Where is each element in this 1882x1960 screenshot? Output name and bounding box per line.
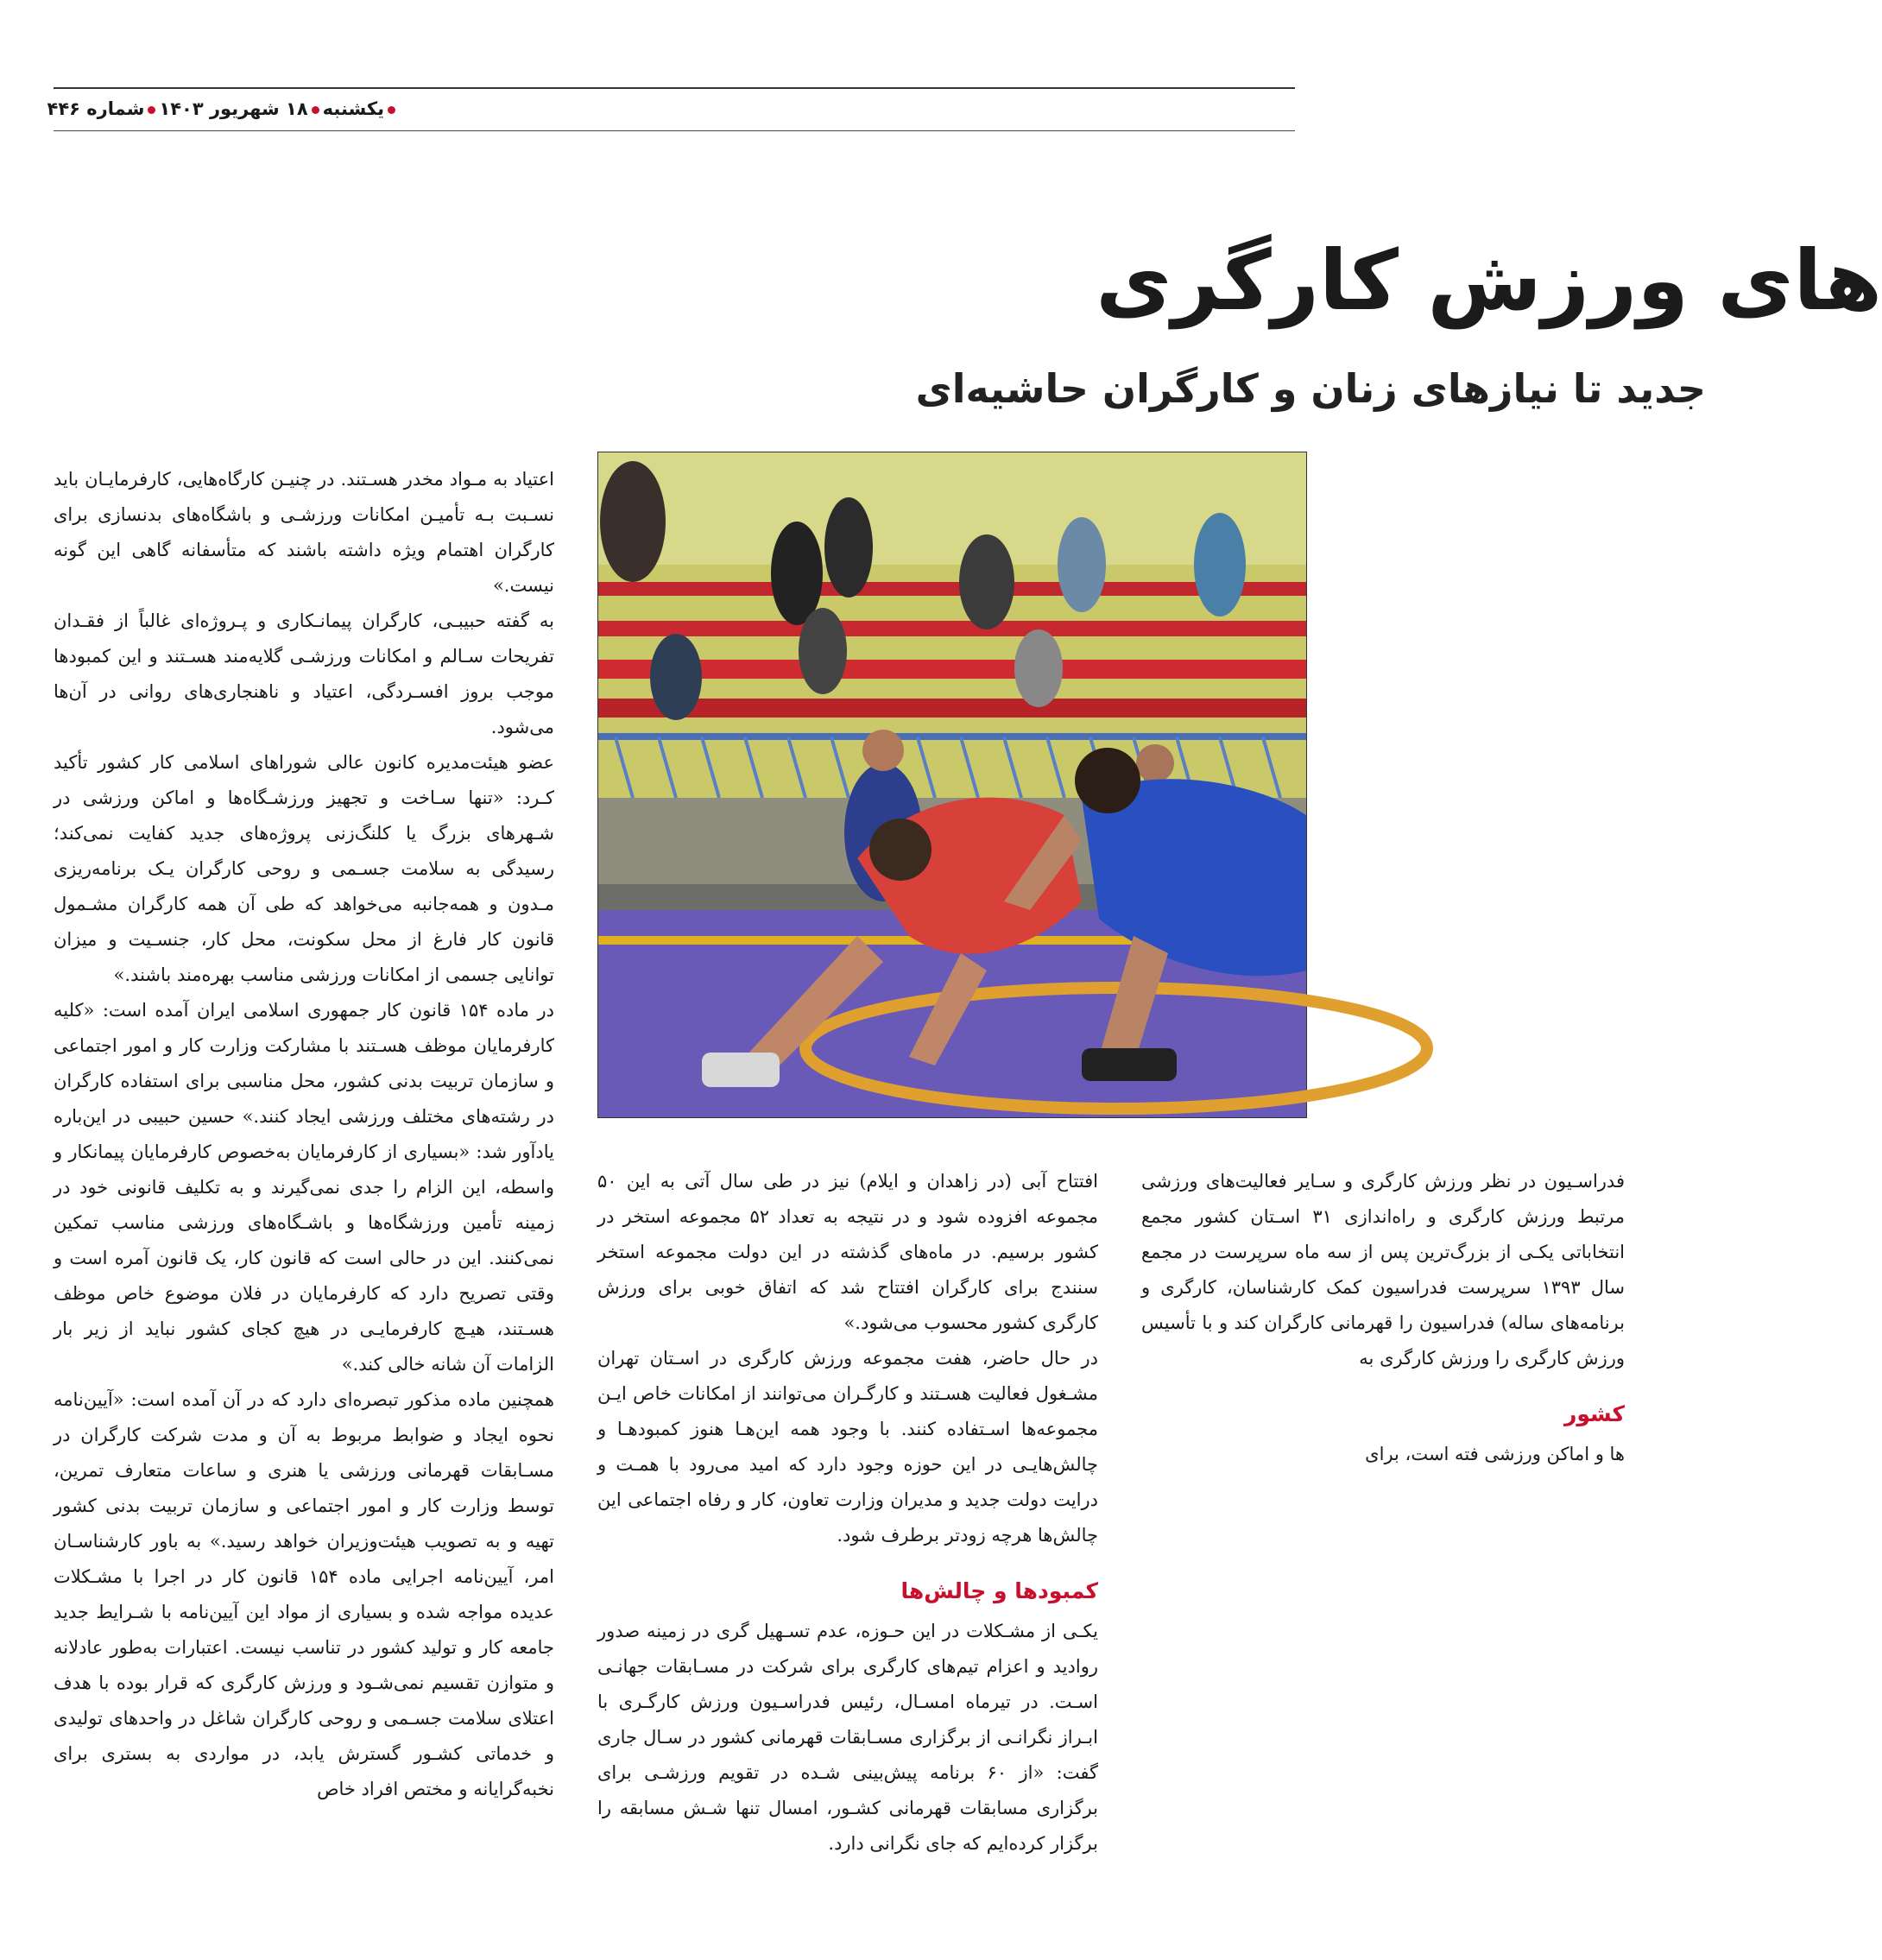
column-middle bbox=[597, 1164, 1098, 1960]
header-rule-top bbox=[54, 87, 1295, 89]
section-title: کشور bbox=[1563, 1401, 1625, 1426]
paragraph: اعتیاد به مـواد مخدر هسـتند. در چنیـن کارگاه‌هایی، کارفرمایـان باید نسـبت بـه تأمیـن امکانات ورزشـی و باشگاه‌های بدنسازی برای کارگران اهتمام ویژه داشته باشند که متأسفانه گاهی این گونه نیست.» bbox=[54, 469, 554, 596]
paragraph: افتتاح آبی (در زاهدان و ایلام) نیز در طی سال آتی به این ۵۰ مجموعه افزوده شود و در نتیجه به تعداد ۵۲ مجموعه استخر در کشور برسیم. در ماه‌های گذشته در این دولت مجموعه استخر سنندج برای کارگران افتتاح شد که اتفاق خوبی برای ورزش کارگری کشور محسوب می‌شود.» bbox=[597, 1171, 1098, 1333]
dateline-date: ۱۸ شهریور ۱۴۰۳ bbox=[159, 98, 308, 119]
paragraph: ها و اماکن ورزشی فته است، برای bbox=[1365, 1444, 1625, 1464]
subheadline: جدید تا نیازهای زنان و کارگران حاشیه‌ای bbox=[915, 365, 1706, 412]
paragraph: عضو هیئت‌مدیره کانون عالی شوراهای اسلامی کار کشور تأکید کـرد: «تنها سـاخت و تجهیز ورزشـگاه‌ها و اماکن ورزشی در شـهرهای بزرگ یا کلنگ‌زنی پروژه‌های جدید کفایت نمی‌کند؛ رسیدگی به سلامت جسـمی و روحی کارگران یـک برنامه‌ریزی مـدون و همه‌جانبه می‌خواهد که طی آن همه کارگران مشـمول قانون کار فارغ از محل سکونت، محل کار، جنسـیت و میزان توانایی جسمی از امکانات ورزشی مناسب بهره‌مند باشند.» bbox=[54, 752, 554, 985]
dateline-day: یکشنبه bbox=[322, 98, 384, 119]
paragraph: یکـی از مشـکلات در این حـوزه، عدم تسـهیل گری در زمینه صدور روادید و اعزام تیم‌های کارگری برای شرکت در مسـابقات جهانـی اسـت. در تیرماه امسـال، رئیس فدراسـیون ورزش کارگـری با ابـراز نگرانـی از برگزاری مسـابقات قهرمانی کشور در سـال جاری گفت: «از ۶۰ برنامه پیش‌بینی شـده در تقویم ورزشـی برای برگزاری مسابقات قهرمانی کشـور، امسال تنها شـش مسابقه را برگزار کرده‌ایم که جای نگرانی دارد. bbox=[597, 1621, 1098, 1854]
dateline-issue: شماره ۴۴۶ bbox=[47, 98, 145, 119]
section-title: کمبودها و چالش‌ها bbox=[900, 1578, 1098, 1603]
paragraph: همچنین ماده مذکور تبصره‌ای دارد که در آن آمده است: «آیین‌نامه نحوه ایجاد و ضوابط مربوط به آن و مدت شرکت کارگران در مسـابقات قهرمانی ورزشی یا هنری و ساعات متعارف تمرین، توسط وزارت کار و امور اجتماعی و سازمان تربیت بدنی کشور تهیه و به تصویب هیئت‌وزیران خواهد رسید.» به باور کارشناسـان امر، آیین‌نامه اجرایی ماده ۱۵۴ قانون کار در اجرا با مشـکلات عدیده مواجه شده و بسیاری از مواد این آیین‌نامه با شـرایط جدید جامعه کار و تولید کشور در تناسب نیست. اعتبارات به‌طور عادلانه و متوازن تقسیم نمی‌شـود و ورزش کارگری که قرار بوده با هدف اعتلای سلامت جسـمی و روحی کارگران شاغل در واحدهای تولیدی و خدماتی کشـور گسترش یابد، در مواردی به بستری برای نخبه‌گرایانه و مختص افراد خاص bbox=[54, 1389, 554, 1799]
bullet-icon bbox=[388, 106, 395, 114]
headline: های ورزش کارگری bbox=[1096, 232, 1882, 329]
bullet-icon bbox=[312, 106, 319, 114]
paragraph: فدراسـیون در نظر ورزش کارگری و سـایر فعالیت‌های ورزشی مرتبط ورزش کارگری و راه‌اندازی ۳۱ اسـتان کشور مجمع انتخاباتی یکـی از بزرگ‌ترین پس از سه ماه سرپرست در مجمع سال ۱۳۹۳ سرپرست فدراسیون کمک کارشناسان، کارگری و برنامه‌های ساله) فدراسیون را قهرمانی کارگران کند و با تأسیس ورزش کارگری را ورزش کارگری به bbox=[1141, 1171, 1625, 1369]
header-rule-bottom bbox=[54, 130, 1295, 131]
paragraph: در حال حاضر، هفت مجموعه ورزش کارگری در اسـتان تهران مشـغول فعالیت هسـتند و کارگـران می‌توانند از امکانات خاص ایـن مجموعه‌ها اسـتفاده کنند. با وجود همه این‌هـا هنوز کمبودهـا و چالش‌هایـی در این حوزه وجود دارد که امید می‌رود با همـت و درایت دولت جدید و مدیران وزارت تعاون، کار و رفاه اجتماعی این چالش‌ها هرچه زودتر برطرف شود. bbox=[597, 1348, 1098, 1546]
paragraph: در ماده ۱۵۴ قانون کار جمهوری اسلامی ایران آمده است: «کلیه کارفرمایان موظف هسـتند با مشارکت وزارت کار و امور اجتماعی و سازمان تربیت بدنی کشور، محل مناسبی برای استفاده کارگران در رشته‌های مختلف ورزشی ایجاد کنند.» حسین حبیبی در این‌باره یادآور شد: «بسیاری از کارفرمایان به‌خصوص کارفرمایان پیمانکار و واسطه، این الزام را جدی نمی‌گیرند و به تکلیف قانونی خود در زمینه تأمین ورزشگاه‌ها و باشـگاه‌های ورزشی مناسب تمکین نمی‌کنند. این در حالی است که قانون کار، یک قانون آمره است و وقتی تصریح دارد که کارفرمایان در فلان موضوع خاص موظف هسـتند، هیـچ کارفرمایـی در هیچ کجای کشور نباید از زیر بار الزامات آن شانه خالی کند.» bbox=[54, 1000, 554, 1375]
bullet-icon bbox=[148, 106, 155, 114]
column-right bbox=[1141, 1164, 1625, 1960]
dateline bbox=[47, 93, 399, 124]
wrestling-photo bbox=[597, 452, 1307, 1118]
column-left bbox=[54, 462, 554, 1960]
paragraph: به گفته حبیبـی، کارگران پیمانـکاری و پـروژه‌ای غالباً از فقـدان تفریحات سـالم و امکانات ورزشـی گلایه‌مند هسـتند و این کمبودها موجب بروز افسـردگی، اعتیاد و ناهنجاری‌های روانی در آن‌ها می‌شود. bbox=[54, 610, 554, 737]
